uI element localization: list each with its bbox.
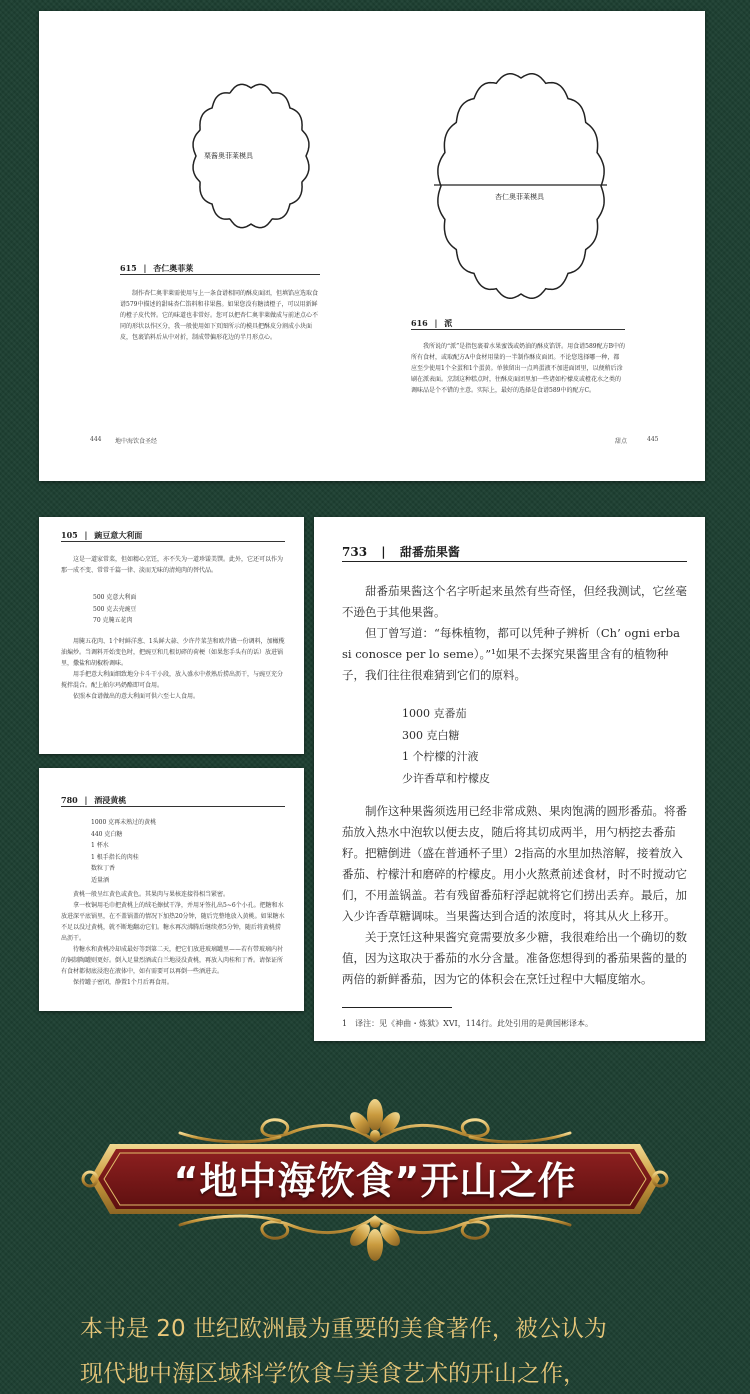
left-running-title: 地中海饮食圣经 [115, 438, 158, 445]
recipe-733-ingredients [402, 703, 490, 789]
paragraph: 黄桃一般呈红黄色或黄色。其果肉与果核连接得相当紧密。 [73, 891, 230, 898]
paragraph: 这是一道家常菜，但如精心烹饪，亦不失为一道珍馐美馔。此外，它还可以作为那一成不变、常常千篇一律、淡而无味的清炖肉的替代品。 [61, 556, 284, 574]
recipe-105-method [61, 636, 285, 702]
paragraph: 保持罐子密闭，静置1个月后再食用。 [73, 979, 173, 986]
paragraph: 关于烹饪这种果酱究竟需要放多少糖，我很难给出一个确切的数值，因为这取决于番茄的水分含量。准备您想得到的番茄果酱的量的两倍的新鲜番茄，因为它的体积会在烹饪过程中大幅度缩水。 [342, 930, 687, 986]
ingredient-line: 1000 克番茄 [402, 707, 467, 720]
paragraph: 用腌五花肉、1个时鲜洋葱、1头鲜大蒜、少许芹菜茎和欧芹做一份调料，加橄榄油煸炒。当调料开始变色时，把豌豆和几根切碎的荷梗（如果您手头有的话）放进锅里，撒盐和胡椒粉调味。 [61, 638, 285, 667]
book-spread-444-445 [39, 11, 705, 481]
recipe-title: 杏仁奥菲莱 [153, 263, 194, 273]
ingredient-line: 少许香草和柠檬皮 [402, 771, 490, 785]
right-running-title: 甜点 [615, 438, 628, 445]
top-flower-icon [346, 1099, 403, 1140]
recipe-title: 派 [444, 318, 453, 328]
recipe-title: 酒浸黄桃 [94, 795, 127, 805]
recipe-615-heading [120, 263, 193, 274]
intro-line-1: 本书是 20 世纪欧洲最为重要的美食著作，被公认为 [80, 1316, 607, 1342]
intro-line-2: 现代地中海区域科学饮食与美食艺术的开山之作， [80, 1361, 586, 1387]
paragraph: 待糖水和黄桃冷却成最好等到第二天，把它们放进玻璃罐里——若有带玻璃内衬的铜制陶罐则更好。倒入足量烈酒或白兰地浸没黄桃，再放入肉桂和丁香。请保证所有食材都彻底浸泡在液体中，如有需要可以再倒一些酒进去。 [61, 946, 284, 975]
recipe-780-page [39, 768, 304, 1011]
recipe-105-heading [61, 530, 142, 541]
ingredient-line: 500 克去壳豌豆 [93, 605, 137, 613]
ingredient-line: 适量酒 [91, 876, 110, 884]
heading-rule [342, 561, 687, 562]
heading-separator: | [84, 530, 88, 540]
recipe-616-body [411, 341, 625, 396]
recipe-number: 780 [61, 795, 78, 805]
heading-separator: | [143, 263, 147, 273]
heading-rule [120, 274, 320, 275]
recipe-733-intro [342, 581, 687, 686]
heading-rule [61, 806, 285, 807]
paragraph: 依照本食谱做出的意大利面可供六至七人食用。 [73, 693, 200, 700]
recipe-780-heading [61, 795, 126, 806]
banner-title: “地中海饮食”开山之作 [173, 1158, 577, 1203]
recipe-title: 豌豆意大利面 [94, 530, 143, 540]
heading-separator: | [84, 795, 88, 805]
recipe-733-footnote: 1 译注：见《神曲・炼狱》XVI，114行。此处引用的是黄国彬译本。 [342, 1019, 593, 1028]
ingredient-line: 1 杯水 [91, 842, 109, 849]
paragraph: 但丁曾写道：“每株植物，都可以凭种子辨析（Ch’ ogni erba si conosce per lo seme）。”¹如果不去探究果酱里含有的植物种子，我们往往很难猜到它们的原料。 [342, 626, 680, 682]
heading-rule [61, 541, 285, 542]
almond-mold-label: 杏仁奥菲莱模具 [495, 193, 544, 201]
ingredient-line: 500 克意大利面 [93, 594, 137, 601]
recipe-780-ingredients [91, 817, 156, 886]
ingredient-line: 440 克白糖 [91, 830, 123, 838]
ingredient-line: 70 克腌五花肉 [93, 617, 133, 624]
paragraph: 拿一枚铜用毛巾把黄桃上的绒毛擦拭干净，并用牙签扎出5~6个小孔。把糖和水放进深平底锅里，在不盖锅盖的情况下加热20分钟，随后完整地放入黄桃。如果糖水不足以没过黄桃，就不断地翻动它们。糖水再次沸腾后继续煮5分钟，随后将黄桃捞出沥干。 [61, 902, 285, 942]
paragraph: 用手把意大利面细致地分卡斗干小段，放入盛水中煮熟后捞出沥干，与豌豆充分搅拌混合。配上帕尔玛奶酪即可食用。 [61, 671, 284, 689]
heading-separator: | [434, 318, 438, 328]
recipe-number: 616 [411, 318, 428, 328]
recipe-615-body [120, 288, 320, 343]
recipe-number: 105 [61, 530, 78, 540]
recipe-780-method [61, 889, 285, 988]
recipe-105-page [39, 517, 304, 754]
recipe-title: 甜番茄果酱 [399, 545, 460, 559]
left-page-number: 444 [90, 436, 102, 443]
recipe-616-paragraph: 我所说的“派”是指包裹着水果蜜饯或奶油的酥皮馅饼。用食谱589配方B中的所有食材，或取配方A中食材用量的一半制作酥皮面团。不论您选择哪一种，都应至少使用1个全蛋和1个蛋黄。单独留出一点鸡蛋液不加进面团里，以便稍后涂刷在派表面。烹制这种糕点时，往酥皮面团里加一些诸如柠檬皮或橙花水之类的调味品是个不错的主意。实际上，最好的选择是食谱589中的配方C。 [411, 343, 625, 394]
footnote-rule [342, 1007, 452, 1008]
recipe-105-intro [61, 554, 285, 576]
scalloped-mold-diagrams [39, 11, 705, 481]
ingredient-line: 1 根手指长的肉桂 [91, 853, 139, 861]
right-page-number: 445 [647, 436, 659, 443]
heading-separator: | [381, 545, 386, 559]
ingredient-line: 数粒丁香 [91, 865, 116, 872]
chestnut-mold-label: 栗酱奥菲莱模具 [204, 152, 253, 160]
paragraph: 制作这种果酱须选用已经非常成熟、果肉饱满的圆形番茄。将番茄放入热水中泡软以便去皮，随后将其切成两半，用勺柄挖去番茄籽。把糖倒进（盛在普通杯子里）2指高的水里加热溶解，接着放入番茄、柠檬汁和磨碎的柠檬皮。用小火熬煮前述食材，时不时搅动它们，不用盖锅盖。若有残留番茄籽浮起就将它们捞出丢弃。最后，加入少许香草糖调味。当果酱达到合适的浓度时，将其从火上移开。 [342, 804, 687, 923]
recipe-733-method [342, 801, 687, 990]
ingredient-line: 300 克白糖 [402, 728, 460, 742]
recipe-105-ingredients [93, 592, 136, 627]
ingredient-line: 1 个柠檬的汁液 [402, 750, 479, 763]
recipe-616-heading [411, 318, 452, 329]
almond-mold-outline [438, 74, 604, 298]
recipe-615-paragraph: 制作杏仁奥菲莱需使用与上一条食谱相同的酥皮面团，但填馅应选取食谱579中描述的甜味杏仁馅料和非果酱。如果您没有糖渍橙子，可以用新鲜的橙子皮代替。它的味道也非常好。您可以把杏仁奥菲莱做成与前述点心不同的形状以作区分，我一般使用如下页图所示的模具把酥皮分割成小块面皮，包裹馅料后从中对折，制成带偏形花边的半月形点心。 [120, 290, 319, 341]
recipe-733-heading [342, 543, 460, 560]
recipe-number: 615 [120, 263, 137, 273]
recipe-733-page [314, 517, 705, 1041]
bottom-flower-icon [346, 1218, 403, 1261]
ingredient-line: 1000 克再未熟过的黄桃 [91, 819, 157, 826]
paragraph: 甜番茄果酱这个名字听起来虽然有些奇怪，但经我测试，它丝毫不逊色于其他果酱。 [342, 584, 687, 619]
recipe-number: 733 [342, 545, 368, 559]
heading-rule [411, 329, 625, 330]
